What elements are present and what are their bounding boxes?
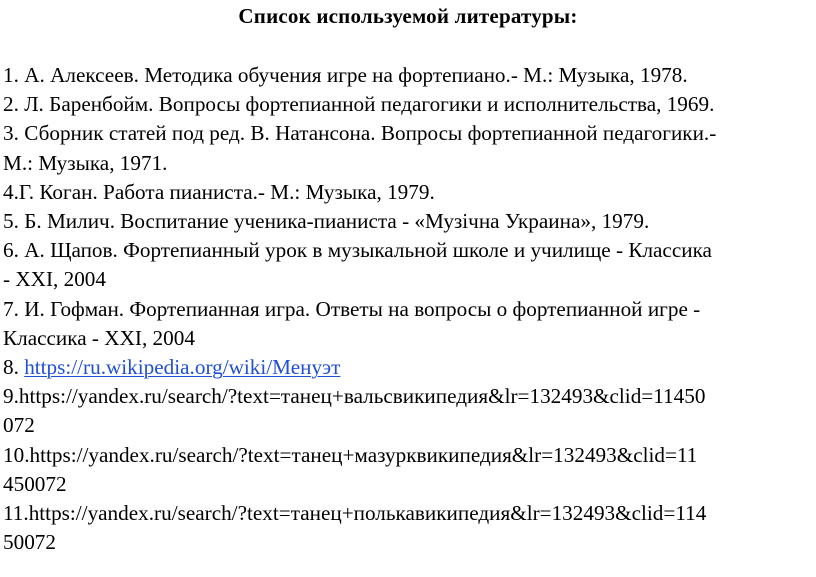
reference-line: Классика - XXI, 2004 [3,325,195,350]
reference-number: 8. [3,355,25,380]
reference-line: 10.https://yandex.ru/search/?text=танец+мазурквикипедия&lr=132493&clid=11 [3,442,698,467]
reference-item-4 [3,178,815,207]
reference-item-7 [3,295,815,353]
reference-item-8 [3,353,815,382]
reference-line: 4.Г. Коган. Работа пианиста.- М.: Музыка, 1979. [3,179,435,204]
reference-item-5 [3,207,815,236]
reference-item-10 [3,441,815,499]
reference-item-11 [3,499,815,557]
wikipedia-minuet-link[interactable]: https://ru.wikipedia.org/wiki/Менуэт [24,355,341,380]
reference-line: 5. Б. Милич. Воспитание ученика-пианиста - «Музічна Украина», 1979. [3,209,650,234]
reference-line: 9.https://yandex.ru/search/?text=танец+вальсвикипедия&lr=132493&clid=11450 [3,384,706,409]
reference-line: - XXI, 2004 [3,267,106,292]
reference-line: 450072 [3,471,67,496]
reference-line: 2. Л. Баренбойм. Вопросы фортепианной педагогики и исполнительства, 1969. [3,92,715,117]
reference-line: 6. А. Щапов. Фортепианный урок в музыкальной школе и училище - Классика [3,238,712,263]
reference-line: 072 [3,413,35,438]
reference-item-9 [3,382,815,440]
reference-line: 1. А. Алексеев. Методика обучения игре на фортепиано.- М.: Музыка, 1978. [3,63,688,87]
reference-line: М.: Музыка, 1971. [3,150,168,175]
reference-item-2 [3,90,815,119]
reference-line: 7. И. Гофман. Фортепианная игра. Ответы на вопросы о фортепианной игре - [3,296,701,321]
reference-item-6 [3,236,815,294]
page-title: Список используемой литературы: [238,4,578,28]
reference-line: 3. Сборник статей под ред. В. Натансона. Вопросы фортепианной педагогики.- [3,121,717,146]
reference-line: 50072 [3,530,56,555]
reference-list [3,61,815,557]
reference-item-3 [3,119,815,177]
reference-item-1 [3,61,815,90]
reference-line [3,353,815,382]
reference-line: 11.https://yandex.ru/search/?text=танец+полькавикипедия&lr=132493&clid=114 [3,501,707,526]
